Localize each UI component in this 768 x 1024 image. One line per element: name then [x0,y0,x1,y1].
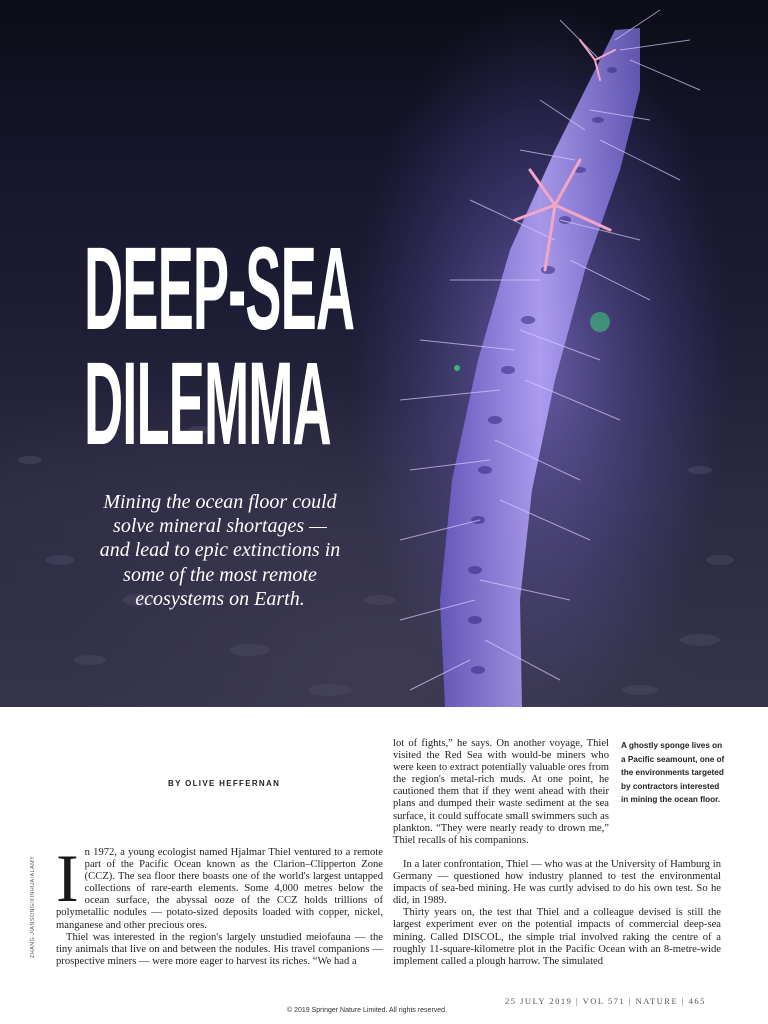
body-column-left [56,840,383,968]
green-organism [590,312,610,332]
headline-line-1: DEEP-SEA [84,223,355,355]
paragraph-2: Thiel was interested in the region's largely unstudied meiofauna — the tiny animals that live on and between the nodules. His travel companions — prospective miners — were more eager to harvest its riches. “We had a [56,931,383,967]
paragraph-5: Thirty years on, the test that Thiel and a colleague devised is still the largest experiment ever on the potential impacts of commercial deep-sea mining. Called DISCOL, the simple trial involved raking the centre of a roughly 11-square-kilometre plot in the Pacific Ocean with an 8-metre-wide implement called a plough harrow. The simulated [393,907,721,967]
photo-caption: A ghostly sponge lives on a Pacific seamount, one of the environments targeted by contractors interested in mining the ocean floor. [621,741,725,805]
body-column-wide [393,859,721,968]
byline: BY OLIVE HEFFERNAN [168,779,281,788]
paragraph-3: lot of fights,” he says. On another voyage, Thiel visited the Red Sea with would-be miners who were keen to extract potentially valuable ores from the region's metal-rich muds. At one point, he cautioned them that if they went ahead with their plans and dumped their waste sediment at the sea surface, it could suffocate small swimmers such as plankton. “They were nearly ready to drown me,” Thiel recalls of his companions. [393,738,609,846]
green-dot [454,365,460,371]
headline [84,223,355,470]
page-folio: 25 JULY 2019 | VOL 571 | NATURE | 465 [505,996,706,1006]
headline-line-2: DILEMMA [84,338,331,470]
body-column-middle [393,738,609,847]
paragraph-4: In a later confrontation, Thiel — who was at the University of Hamburg in Germany — questioned how industry planned to test the environmental impacts of sea-bed mining. He was curtly advised to do his own test. So he did, in 1989. [393,859,721,907]
copyright-notice: © 2019 Springer Nature Limited. All rights reserved. [287,1007,448,1014]
photo-credit: ZHANG JIANSONG/XINHUA/ALAMY [30,855,36,958]
standfirst: Mining the ocean floor could solve mineral shortages — and lead to epic extinctions in some of the most remote ecosystems on Earth. [99,491,341,610]
paragraph-1 [56,840,383,932]
paragraph-1-text: n 1972, a young ecologist named Hjalmar Thiel ventured to a remote part of the Pacific Ocean known as the Clarion–Clipperton Zone (CCZ). The sea floor there boasts one of the world's largest untapped collections of rare-earth elements. Some 4,000 metres below the ocean surface, the abyssal ooze of the CCZ holds trillions of polymetallic nodules — potato-sized deposits loaded with copper, nickel, manganese and other precious ores. [56,847,383,931]
drop-cap: I [56,840,79,916]
